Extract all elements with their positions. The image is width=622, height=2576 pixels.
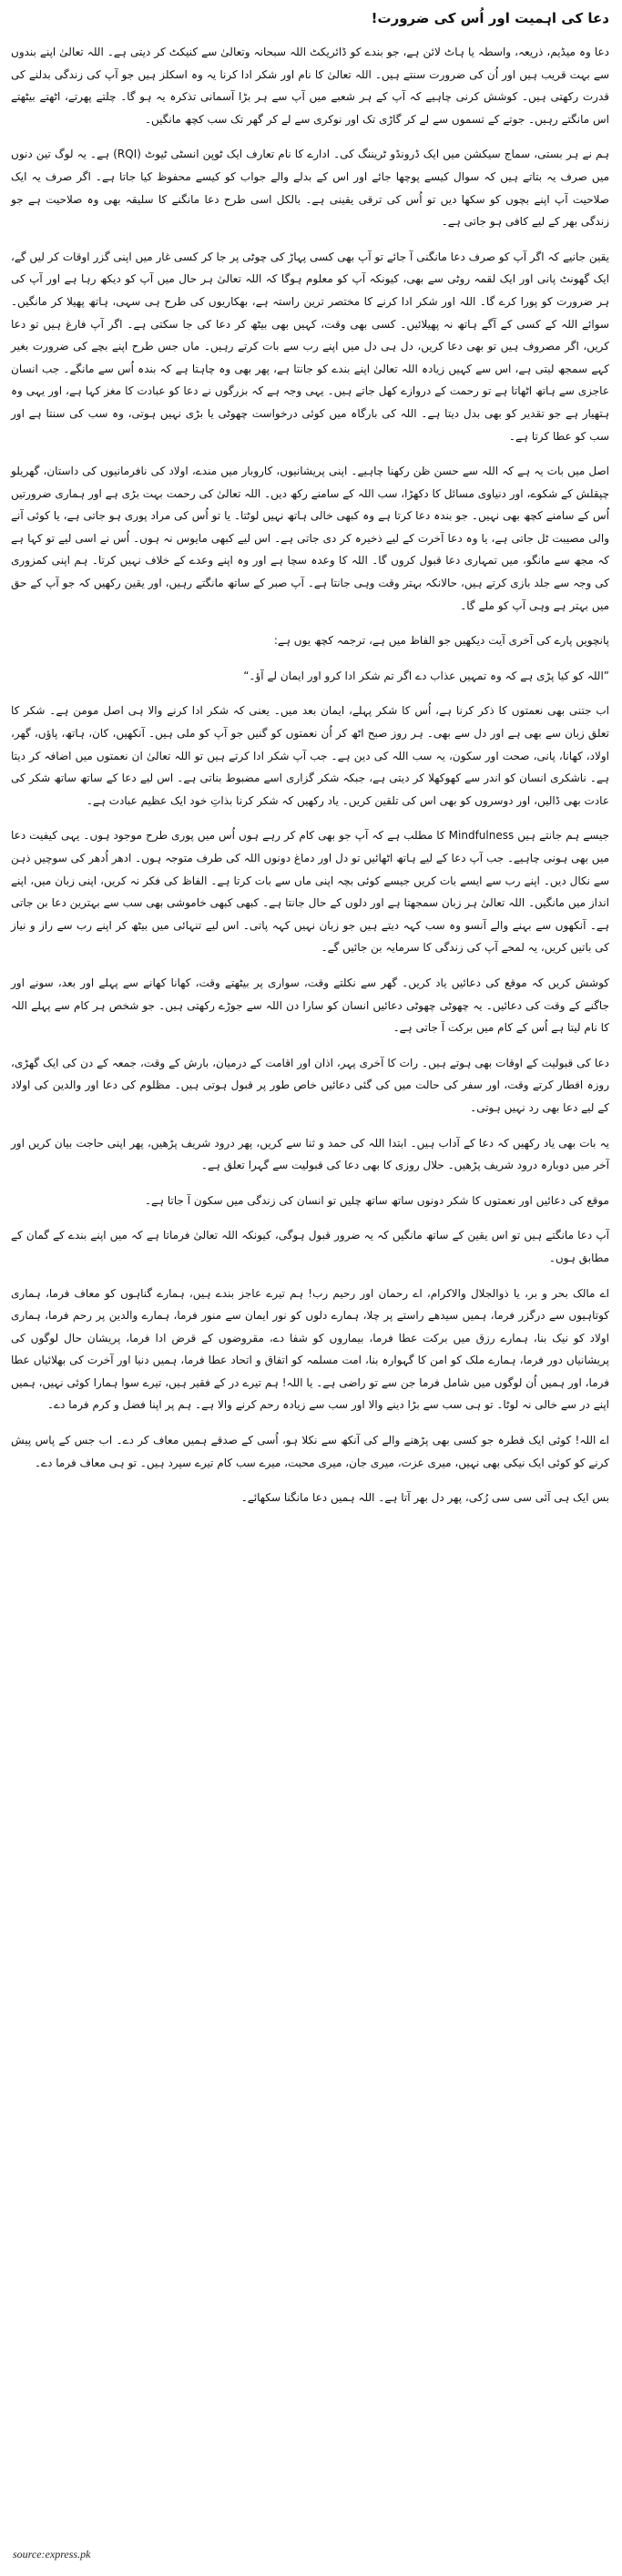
paragraph: بس ایک ہی آئی سی سی رُکی، پھر دل بھر آتا ہے۔ اللہ ہمیں دعا مانگنا سکھائے۔ bbox=[240, 1491, 609, 1505]
paragraph: دعا وہ میڈیم، ذریعہ، واسطہ یا ہاٹ لائن ہے، جو بندے کو ڈائریکٹ اللہ سبحانہ وتعالیٰ سے کنیکٹ کر دیتی ہے۔ اللہ تعالیٰ اپنے بندوں سے بہت قریب ہیں اور اُن کی ضرورت سنتے ہیں۔ اللہ تعالیٰ کا نام اور شکر ادا کرنا یہ وہ اسکلز ہیں جو آپ کی زندگی بدلنے کی قدرت رکھتی ہیں۔ کوشش کرنی چاہیے کہ آپ کے ہر شعبے میں آپ سے ہر بڑا آسمانی تذکرہ یہ ہو گا۔ چلتے پھرتے، اٹھتے بیٹھتے اس مانگتے رہیں۔ جوتے کے تسموں سے لے کر گاڑی تک اور نوکری سے لے کر گھر تک سب کچھ مانگیں۔ bbox=[11, 46, 609, 126]
paragraph: جیسے ہم جانتے ہیں Mindfulness کا مطلب ہے کہ آپ جو بھی کام کر رہے ہوں اُس میں پوری طرح موجود ہوں۔ یہی کیفیت دعا میں بھی ہونی چاہیے۔ جب آپ دعا کے لیے ہاتھ اٹھائیں تو دل اور دماغ دونوں اللہ کی طرف متوجہ ہوں۔ ادھر اُدھر کی سوچیں ذہن سے نکال دیں۔ اپنے رب سے ایسے بات کریں جیسے کوئی بچہ اپنی ماں سے بات کرتا ہے۔ الفاظ کی فکر نہ کریں، اپنی زبان میں، اپنے انداز میں مانگیں۔ اللہ تعالیٰ ہر زبان سمجھتا ہے اور دلوں کے حال جانتا ہے۔ کبھی کبھی خاموشی بھی سب سے بہترین دعا بن جاتی ہے۔ آنکھوں سے بہنے والے آنسو وہ سب کہہ دیتے ہیں جو زبان نہیں کہہ پاتی۔ اس لیے تنہائی میں بیٹھ کر اپنے رب سے راز و نیاز کی باتیں کریں، یہ لمحے آپ کی زندگی کا سرمایہ بن جائیں گے۔ bbox=[11, 829, 609, 955]
paragraph: دعا کی قبولیت کے اوقات بھی ہوتے ہیں۔ رات کا آخری پہر، اذان اور اقامت کے درمیان، بارش کے وقت، جمعہ کے دن کی ایک گھڑی، روزہ افطار کرتے وقت، اور سفر کی حالت میں کی گئی دعائیں خاص طور پر قبول ہوتی ہیں۔ مظلوم کی دعا اور والدین کی اولاد کے لیے دعا بھی رد نہیں ہوتی۔ bbox=[11, 1056, 609, 1114]
paragraph: کوشش کریں کہ موقع کی دعائیں یاد کریں۔ گھر سے نکلتے وقت، سواری پر بیٹھتے وقت، کھانا کھانے سے پہلے اور بعد، سونے اور جاگنے کے وقت کی دعائیں۔ یہ چھوٹی چھوٹی دعائیں انسان کو سارا دن اللہ سے جوڑے رکھتی ہیں۔ جو شخص ہر کام سے پہلے اللہ کا نام لیتا ہے اُس کے کام میں برکت آ جاتی ہے۔ bbox=[11, 976, 609, 1035]
paragraph: اصل میں بات یہ ہے کہ اللہ سے حسن ظن رکھنا چاہیے۔ اپنی پریشانیوں، کاروبار میں مندے، اولاد کی نافرمانیوں کی داستان، گھریلو چپقلش کے شکوے، اور دنیاوی مسائل کا دکھڑا، سب اللہ کے سامنے رکھ دیں۔ اللہ تعالیٰ کی رحمت بہت بڑی ہے اور ہماری ضرورتیں اُس کے سامنے کچھ بھی نہیں۔ جو بندہ دعا کرتا ہے وہ کبھی خالی ہاتھ نہیں لوٹتا۔ یا تو اُس کی مراد پوری ہو جاتی ہے، یا کوئی آنے والی مصیبت ٹل جاتی ہے، یا وہ دعا آخرت کے لیے ذخیرہ کر دی جاتی ہے۔ اس لیے کبھی مایوس نہ ہوں۔ اُس نے اسی لیے تو کہا ہے کہ مجھ سے مانگو، میں تمہاری دعا قبول کروں گا۔ اللہ کا وعدہ سچا ہے اور وہ اپنے وعدے کے خلاف نہیں کرتا۔ ہم اپنی کمزوری کی وجہ سے جلد بازی کرتے ہیں، حالانکہ بہتر وقت وہی جانتا ہے۔ آپ صبر کے ساتھ مانگتے رہیں، اور یقین رکھیں کہ جو آپ کے حق میں بہتر ہے وہی آپ کو ملے گا۔ bbox=[11, 465, 609, 612]
paragraph: یہ بات بھی یاد رکھیں کہ دعا کے آداب ہیں۔ ابتدا اللہ کی حمد و ثنا سے کریں، پھر درود شریف پڑھیں، پھر اپنی حاجت بیان کریں اور آخر میں دوبارہ درود شریف پڑھیں۔ حلال روزی کا بھی دعا کی قبولیت سے گہرا تعلق ہے۔ bbox=[11, 1136, 609, 1172]
paragraph: یقین جانیے کہ اگر آپ کو صرف دعا مانگنی آ جائے تو آپ بھی کسی پہاڑ کی چوٹی پر جا کر کسی غار میں اپنی گزر اوقات کر لیں گے، ایک گھونٹ پانی اور ایک لقمہ روٹی سے بھی، کیونکہ آپ کو معلوم ہوگا کہ اللہ تعالیٰ ہر حال میں آپ کو دیکھ رہا ہے اور آپ کی ہر ضرورت کو پورا کرے گا۔ اللہ اور شکر ادا کرنے کا مختصر ترین راستہ ہے، بھکاریوں کی طرح ہی سہی، ہاتھ پھیلا کر مانگیں۔ سوائے اللہ کے کسی کے آگے ہاتھ نہ پھیلائیں۔ کسی بھی وقت، کہیں بھی بیٹھ کر دعا کی جا سکتی ہے۔ اگر آپ فارغ ہیں تو دعا کریں، اگر مصروف ہیں تو بھی دعا کریں، دل ہی دل میں اپنے رب سے بات کرتے رہیں۔ ماں جس طرح اپنے بچے کی ضرورت بغیر کہے سمجھ لیتی ہے، اس سے کہیں زیادہ اللہ تعالیٰ اپنے بندے کو جانتا ہے، پھر بھی وہ چاہتا ہے کہ بندہ اُس سے مانگے۔ جب انسان عاجزی سے ہاتھ اٹھاتا ہے تو رحمت کے دروازے کھل جاتے ہیں۔ یہی وجہ ہے کہ بزرگوں نے دعا کو عبادت کا مغز کہا ہے، اور یہی وہ ہتھیار ہے جو تقدیر کو بھی بدل دیتا ہے۔ اللہ کی بارگاہ میں کوئی درخواست چھوٹی یا بڑی نہیں ہوتی، وہ سب کی سنتا ہے اور سب کو عطا کرتا ہے۔ bbox=[11, 250, 609, 443]
paragraph: اب جتنی بھی نعمتوں کا ذکر کرنا ہے، اُس کا شکر پہلے، ایمان بعد میں۔ یعنی کہ شکر ادا کرنے والا ہی اصل مومن ہے۔ شکر کا تعلق زبان سے بھی ہے اور دل سے بھی۔ ہر روز صبح اٹھ کر اُن نعمتوں کو گنیں جو آپ کو ملی ہیں۔ آنکھیں، کان، ہاتھ، پاؤں، گھر، اولاد، کھانا، پانی، صحت اور سکون، یہ سب اللہ کی دین ہے۔ جب آپ شکر ادا کرتے ہیں تو اللہ تعالیٰ ان نعمتوں میں اضافہ کر دیتا ہے۔ ناشکری انسان کو اندر سے کھوکھلا کر دیتی ہے، جبکہ شکر گزاری اسے مضبوط بناتی ہے۔ اس لیے دعا کے ساتھ ساتھ شکر کی عادت بھی ڈالیں، اور دوسروں کو بھی اس کی تلقین کریں۔ یاد رکھیں کہ شکر کرنا بذاتِ خود ایک عظیم عبادت ہے۔ bbox=[11, 704, 609, 807]
paragraph: موقع کی دعائیں اور نعمتوں کا شکر دونوں ساتھ ساتھ چلیں تو انسان کی زندگی میں سکون آ جاتا ہے۔ bbox=[144, 1193, 609, 1207]
paragraph: اے اللہ! کوئی ایک قطرہ جو کسی بھی پڑھنے والے کی آنکھ سے نکلا ہو، اُسی کے صدقے ہمیں معاف کر دے۔ اب جس کے پاس پیش کرنے کو کوئی ایک نیکی بھی نہیں، میری عزت، میری جان، میری محبت، میرے سب کام تیرے سپرد ہیں۔ تو ہی معاف فرما دے۔ bbox=[11, 1434, 609, 1469]
article-title: دعا کی اہمیت اور اُس کی ضرورت! bbox=[371, 10, 609, 26]
paragraph: اے مالک بحر و بر، یا ذوالجلال والاکرام، اے رحمان اور رحیم رب! ہم تیرے عاجز بندے ہیں، ہمارے گناہوں کو معاف فرما، ہماری کوتاہیوں سے درگزر فرما، ہمیں سیدھے راستے پر چلا، ہمارے دلوں کو نور ایمان سے منور فرما، ہمارے والدین پر رحم فرما، ہماری اولاد کو نیک بنا، ہمارے رزق میں برکت عطا فرما، بیماروں کو شفا دے، مقروضوں کے قرض ادا فرما، پریشان حال لوگوں کی پریشانیاں دور فرما، ہمارے ملک کو امن کا گہوارہ بنا، امت مسلمہ کو اتفاق و اتحاد عطا فرما، ہمیں دنیا اور آخرت کی بھلائیاں عطا فرما، اور ہمیں اُن لوگوں میں شامل فرما جن سے تو راضی ہے۔ یا اللہ! ہم تیرے در کے فقیر ہیں، تیرے سوا ہمارا کوئی نہیں، ہمیں اپنے در سے خالی نہ لوٹا۔ تو ہی سب سے بڑا دینے والا اور سب سے زیادہ رحم کرنے والا ہے۔ ہم پر اپنا فضل و کرم فرما دے۔ bbox=[11, 1286, 609, 1412]
paragraph: پانچویں پارے کی آخری آیت دیکھیں جو الفاظ میں ہے، ترجمہ کچھ یوں ہے: bbox=[273, 634, 609, 648]
article-body bbox=[11, 41, 609, 1509]
paragraph: ہم نے ہر بستی، سماج سیکشن میں ایک ڈرونڈو ٹریننگ کی۔ ادارے کا نام تعارف ایک ٹوپن انسٹی ٹیوٹ (RQI) ہے۔ یہ لوگ تین دنوں میں صرف یہ بتاتے ہیں کہ سوال کیسے پوچھا جائے اور اس کے بدلے والے جواب کو کیسے محفوظ کیا جاتا ہے۔ اگر صرف یہ ایک صلاحیت آپ اپنے بچوں کو سکھا دیں تو اُس کی ترقی یقینی ہے۔ بالکل اسی طرح دعا مانگنے کا سلیقہ بھی وہ صلاحیت ہے جو زندگی بھر کے لیے کافی ہو جاتی ہے۔ bbox=[11, 148, 610, 229]
quoted-verse: ”اللہ کو کیا پڑی ہے کہ وہ تمہیں عذاب دے اگر تم شکر ادا کرو اور ایمان لے آؤ۔“ bbox=[243, 669, 609, 682]
source-credit: source:express.pk bbox=[13, 2548, 91, 2561]
paragraph: آپ دعا مانگتے ہیں تو اس یقین کے ساتھ مانگیں کہ یہ ضرور قبول ہوگی، کیونکہ اللہ تعالیٰ فرماتا ہے کہ میں اپنے بندے کے گمان کے مطابق ہوں۔ bbox=[11, 1229, 609, 1264]
